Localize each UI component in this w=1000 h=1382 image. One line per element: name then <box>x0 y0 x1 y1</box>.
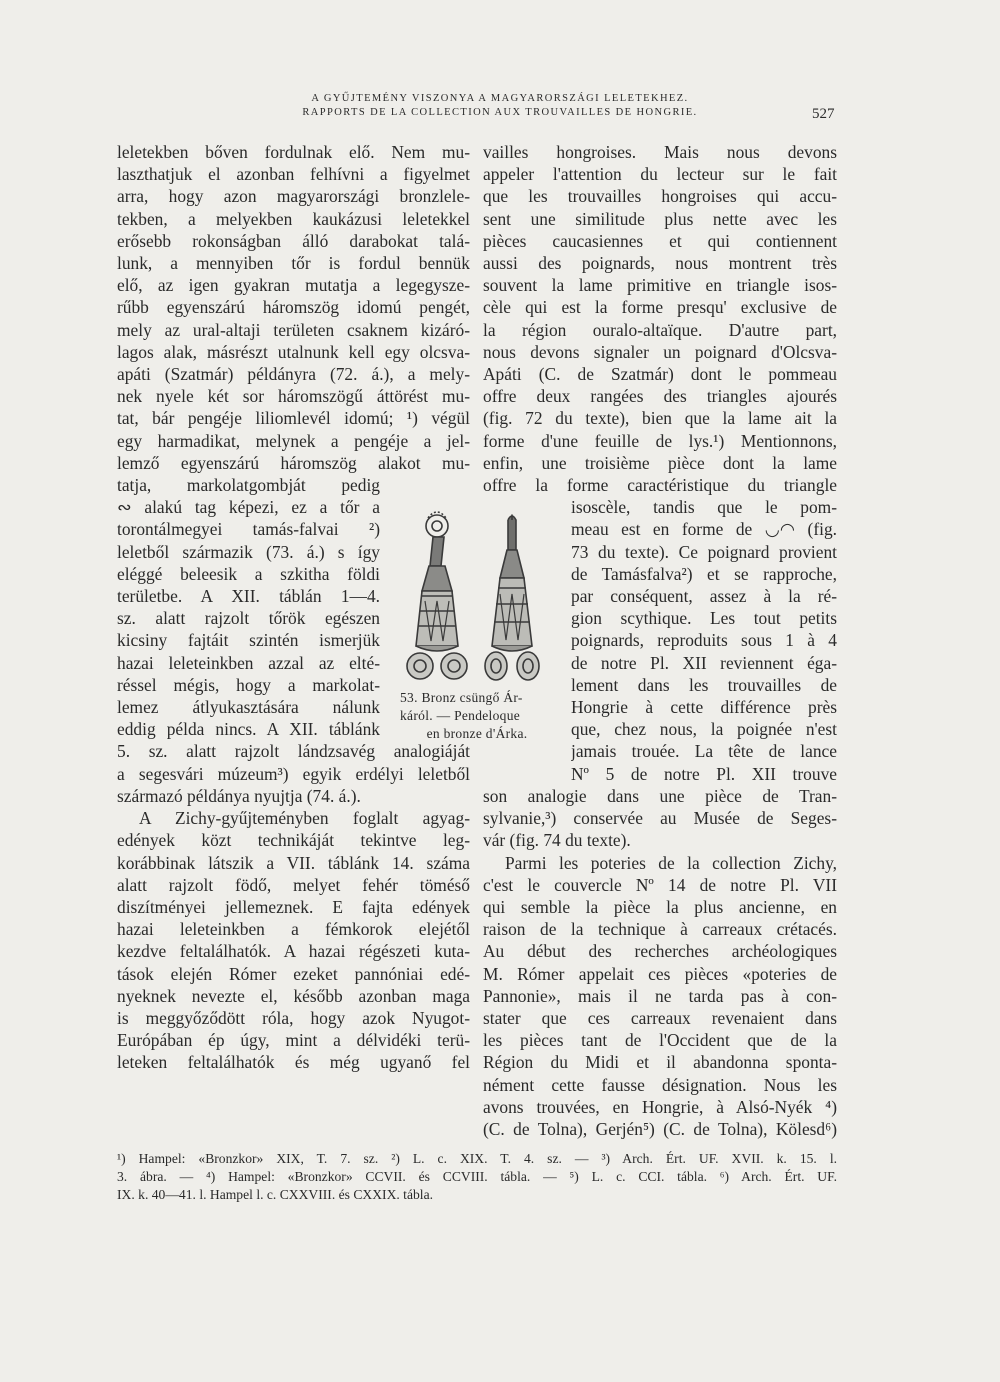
text-line: offre deux rangées des triangles ajourés <box>483 386 837 407</box>
right-paragraph-2 <box>483 852 837 1141</box>
bronze-pendant-icon <box>392 506 562 686</box>
text-line: elő, az igen gyakran mutatja a legegysze- <box>117 275 470 296</box>
text-line: kicsiny fajtáit szintén ismerjük <box>117 630 380 651</box>
text-line: souvent la lame primitive en triangle isos- <box>483 275 837 296</box>
text-line: tások elején Rómer ezeket pannóniai edé- <box>117 963 470 984</box>
figure-53 <box>392 506 562 756</box>
text-line: nous devons signaler un poignard d'Olcsva- <box>483 341 837 362</box>
text-line: isoscèle, tandis que le pom- <box>571 497 837 518</box>
text-line: Pannonie», mais il ne tarda pas à con- <box>483 985 837 1006</box>
header-french: RAPPORTS DE LA COLLECTION AUX TROUVAILLES DE HONGRIE. <box>302 107 698 118</box>
text-line: alatt rajzolt födő, melyet fehér töméső <box>117 874 470 895</box>
text-line: Parmi les poteries de la collection Zichy, <box>505 852 837 873</box>
text-line: M. Rómer appelait ces pièces «poteries de <box>483 963 837 984</box>
text-line: Apáti (C. de Szatmár) dont le pommeau <box>483 364 837 385</box>
text-line: lement dans les trouvailles de <box>571 674 837 695</box>
left-paragraph-2 <box>117 807 470 1073</box>
text-line: que les trouvailles hongroises qui accu- <box>483 186 837 207</box>
text-line: a segesvári múzeum³) egyik erdélyi leletből <box>117 763 470 784</box>
text-line: (C. de Tolna), Gerjén⁵) (C. de Tolna), Kölesd⁶) <box>483 1118 837 1139</box>
text-line: nément cette fausse désignation. Nous les <box>483 1074 837 1095</box>
text-line: jamais trouée. La tête de lance <box>571 741 837 762</box>
text-line: 73 du texte). Ce poignard provient <box>571 541 837 562</box>
text-line: kezdve feltalálhatók. A hazai régészeti kuta- <box>117 941 470 962</box>
text-line: lemző egyenszárú háromszög alakot mu- <box>117 452 470 473</box>
text-line: arra, hogy azon magyarországi bronzlele- <box>117 186 470 207</box>
text-line: sylvanie,³) conservée au Musée de Seges- <box>483 808 837 829</box>
text-line: de Tamásfalva²) et se rapproche, <box>571 563 837 584</box>
text-line: sz. alatt rajzolt tőrök egészen <box>117 608 380 629</box>
text-line: la région ouralo-altaïque. D'autre part, <box>483 319 837 340</box>
text-line: erősebb rokonságban álló darabokat talá- <box>117 230 470 251</box>
text-line: A Zichy-gyűjteményben foglalt agyag- <box>139 808 470 829</box>
text-line: qui semble la pièce la plus ancienne, en <box>483 896 837 917</box>
text-line: torontálmegyei tamás-falvai ²) <box>117 519 380 540</box>
figure-caption <box>392 689 562 743</box>
text-line: leletekben bőven fordulnak elő. Nem mu- <box>117 142 470 162</box>
text-line: pièces caucasiennes et qui contiennent <box>483 230 837 251</box>
text-line: vailles hongroises. Mais nous devons <box>483 142 837 162</box>
text-line: diszítményei jellemeznek. E fajta edények <box>117 896 470 917</box>
text-line: les pièces tant de l'Occident que de la <box>483 1030 837 1051</box>
running-header <box>0 92 1000 120</box>
text-line: Région du Midi et il abandonna sponta- <box>483 1052 837 1073</box>
text-line: Nº 5 de notre Pl. XII trouve <box>571 763 837 784</box>
text-line: edények közt technikáját tekintve leg- <box>117 830 470 851</box>
page-number: 527 <box>812 106 835 122</box>
caption-line-2: káról. — Pendeloque <box>400 708 521 723</box>
text-line: is meggyőződött róla, hogy azok Nyugot- <box>117 1007 470 1028</box>
text-line: avons trouvées, en Hongrie, à Alsó-Nyék ⁴) <box>483 1096 837 1117</box>
text-line: vár (fig. 74 du texte). <box>483 830 631 851</box>
text-line: hazai leleteinkben a fémkorok elejétől <box>117 919 470 940</box>
text-line: Hongrie à cette différence près <box>571 697 837 718</box>
text-line: poignards, reproduits sous 1 à 4 <box>571 630 837 651</box>
text-line: raison de la technique à carreaux crétacés. <box>483 919 837 940</box>
caption-line-3: en bronze d'Árka. <box>426 726 528 741</box>
text-line: son analogie dans une pièce de Tran- <box>483 785 837 806</box>
header-hungarian: A GYŰJTEMÉNY VISZONYA A MAGYARORSZÁGI LELETEKHEZ. <box>311 93 689 104</box>
text-line: offre la forme caractéristique du triangle <box>483 475 837 496</box>
footnote-line-2: 3. ábra. — ⁴) Hampel: «Bronzkor» CCVII. és CCVIII. tábla. — ⁵) L. c. CCI. tábla. ⁶) Arch. Ért. UF. <box>117 1169 837 1184</box>
text-line: korábbinak látszik a VII. táblánk 14. száma <box>117 852 470 873</box>
text-line: rűbb egyenszárú háromszög idomú pengét, <box>117 297 470 318</box>
text-line: nyeknek nevezte el, később azonban maga <box>117 985 470 1006</box>
text-line: területbe. A XII. táblán 1—4. <box>117 586 380 607</box>
text-line: tatja, markolatgombját pedig <box>117 475 380 496</box>
text-line: forme d'une feuille de lys.¹) Mentionnons, <box>483 430 837 451</box>
text-line: laszthatjuk el azonban felhívni a figyelmet <box>117 164 470 185</box>
right-narrow-lines <box>571 496 837 785</box>
text-line: egy harmadikat, melynek a pengéje a jel- <box>117 430 470 451</box>
text-line: stater que ces carreaux revenaient dans <box>483 1007 837 1028</box>
text-line: lagos alak, másrészt utalnunk kell egy olcsva- <box>117 341 470 362</box>
text-line: sent une similitude plus nette avec les <box>483 208 837 229</box>
footnote-line-1: ¹) Hampel: «Bronzkor» XIX, T. 7. sz. ²) L. c. XIX. T. 4. sz. — ³) Arch. Ért. UF. XVII. k. 15. l. <box>117 1151 837 1166</box>
text-line: aussi des poignards, nous montrent très <box>483 253 837 274</box>
text-line: de notre Pl. XII reviennent éga- <box>571 652 837 673</box>
footnote-line-3: IX. k. 40—41. l. Hampel l. c. CXXVIII. és CXXIX. tábla. <box>117 1187 433 1202</box>
text-line: tekben, a melyekben kaukázusi leletekkel <box>117 208 470 229</box>
text-line: enfin, une troisième pièce dont la lame <box>483 452 837 473</box>
footnotes <box>117 1150 837 1204</box>
text-line: tat, bár pengéje liliomlevél idomú; ¹) végül <box>117 408 470 429</box>
text-line: que, chez nous, la poignée n'est <box>571 719 837 740</box>
text-line: par conséquent, assez à la ré- <box>571 586 837 607</box>
caption-line-1: 53. Bronz csüngő Ár- <box>400 690 523 705</box>
text-line: leletből származik (73. á.) s így <box>117 541 380 562</box>
text-line: appeler l'attention du lecteur sur le fait <box>483 164 837 185</box>
right-after-lines <box>483 785 837 852</box>
text-line: nek nyele két sor háromszögű áttörést mu- <box>117 386 470 407</box>
text-line: cèle qui est la forme presqu' exclusive de <box>483 297 837 318</box>
left-full-lines <box>117 141 470 474</box>
text-line: (fig. 72 du texte), bien que la lame ait la <box>483 408 837 429</box>
text-line: lunk, a mennyiben tőr is fordul bennük <box>117 253 470 274</box>
text-line: származó példánya nyujtja (74. á.). <box>117 785 361 806</box>
text-line: réssel mégis, hogy a markolat- <box>117 674 380 695</box>
text-line: meau est en forme de ◡◠ (fig. <box>571 519 837 540</box>
text-line: lemez átlyukasztására nálunk <box>117 697 380 718</box>
text-line: apáti (Szatmár) példányra (72. á.), a mely- <box>117 364 470 385</box>
text-line: eléggé beleesik a szkitha földi <box>117 563 380 584</box>
text-line: gion scythique. Les tout petits <box>571 608 837 629</box>
text-line: Au début des recherches archéologiques <box>483 941 837 962</box>
text-line: 5. sz. alatt rajzolt lándzsavég analogiáját <box>117 741 470 762</box>
text-line: mely az ural-altaji területen csaknem kizáró- <box>117 319 470 340</box>
text-line: ∾ alakú tag képezi, ez a tőr a <box>117 497 380 518</box>
text-line: eddig példa nincs. A XII. táblánk <box>117 719 380 740</box>
right-full-lines <box>483 141 837 496</box>
text-line: hazai leleteinkben azzal az elté- <box>117 652 380 673</box>
text-line: c'est le couvercle Nº 14 de notre Pl. VII <box>483 874 837 895</box>
text-line: leteken feltalálhatók és még ugyanő fel <box>117 1052 470 1073</box>
text-line: Európában ép úgy, mint a délvidéki terü- <box>117 1030 470 1051</box>
